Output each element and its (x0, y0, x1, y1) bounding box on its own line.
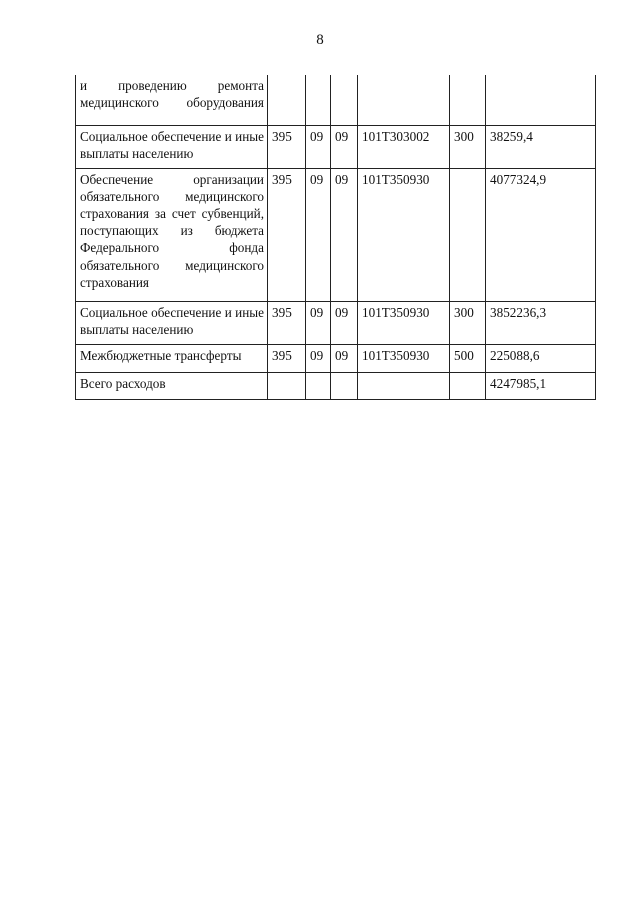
row-amount: 3852236,3 (486, 301, 596, 344)
row-name: Обеспечение организации обязательного медицинского страхования за счет субвенций, поступающих из бюджета Федерального фонда обязательного медицинского страхования (76, 168, 268, 301)
row-amount (486, 75, 596, 125)
row-target-article: 101Т350930 (358, 168, 450, 301)
row-target-article (358, 372, 450, 399)
row-admin-code: 395 (268, 344, 306, 372)
table-row (76, 168, 596, 301)
row-section: 09 (306, 125, 331, 168)
row-target-article: 101Т350930 (358, 301, 450, 344)
row-subsection: 09 (331, 125, 358, 168)
row-name: Социальное обеспечение и иные выплаты населению (76, 301, 268, 344)
row-subsection (331, 372, 358, 399)
row-admin-code (268, 372, 306, 399)
row-name: Межбюджетные трансферты (76, 344, 268, 372)
budget-table (75, 75, 596, 400)
row-section: 09 (306, 168, 331, 301)
row-section: 09 (306, 344, 331, 372)
row-subsection: 09 (331, 344, 358, 372)
row-subsection (331, 75, 358, 125)
row-name: Социальное обеспечение и иные выплаты населению (76, 125, 268, 168)
row-admin-code (268, 75, 306, 125)
row-admin-code: 395 (268, 125, 306, 168)
row-subsection: 09 (331, 301, 358, 344)
row-amount: 38259,4 (486, 125, 596, 168)
row-amount: 4077324,9 (486, 168, 596, 301)
table-row (76, 344, 596, 372)
row-expense-type: 300 (450, 301, 486, 344)
table-row (76, 301, 596, 344)
row-amount: 225088,6 (486, 344, 596, 372)
row-expense-type (450, 168, 486, 301)
row-section (306, 75, 331, 125)
row-target-article (358, 75, 450, 125)
row-target-article: 101Т350930 (358, 344, 450, 372)
row-expense-type: 500 (450, 344, 486, 372)
row-admin-code: 395 (268, 168, 306, 301)
table-row (76, 372, 596, 399)
row-section: 09 (306, 301, 331, 344)
row-expense-type (450, 372, 486, 399)
row-expense-type (450, 75, 486, 125)
row-admin-code: 395 (268, 301, 306, 344)
row-name: Всего расходов (76, 372, 268, 399)
table-row (76, 125, 596, 168)
row-subsection: 09 (331, 168, 358, 301)
page-number: 8 (316, 32, 324, 48)
row-name: и проведению ремонта медицинского оборудования (76, 75, 268, 125)
row-section (306, 372, 331, 399)
row-expense-type: 300 (450, 125, 486, 168)
row-amount: 4247985,1 (486, 372, 596, 399)
row-target-article: 101Т303002 (358, 125, 450, 168)
table-row (76, 75, 596, 125)
